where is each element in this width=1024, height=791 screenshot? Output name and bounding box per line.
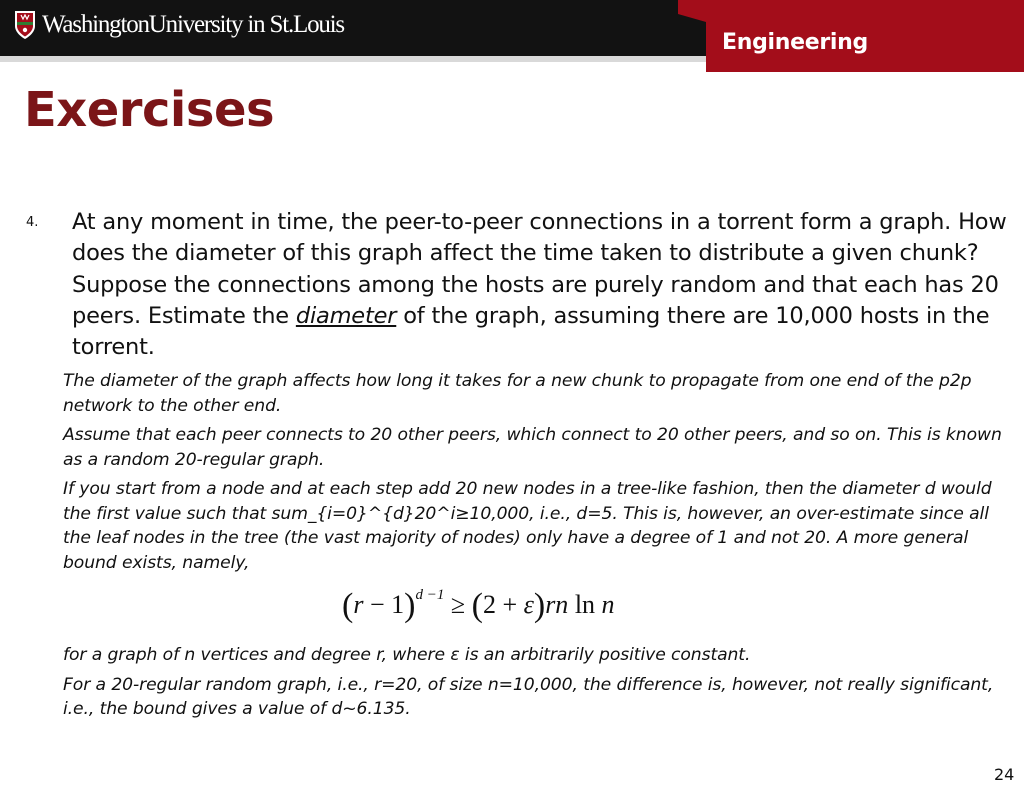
university-logo xyxy=(14,10,344,40)
answer-block xyxy=(63,369,1018,580)
formula-r: r xyxy=(353,590,364,619)
formula-ln: ln xyxy=(568,590,602,619)
bound-formula: $(r - 1)^{d -1} \ge (2 + \varepsilon)rn$ ln n xyxy=(342,587,615,624)
header-gray-rule xyxy=(0,56,706,62)
formula-n: n xyxy=(601,590,615,619)
slide-header xyxy=(0,0,1024,72)
university-name: WashingtonUniversity in St.Louis xyxy=(42,11,344,38)
diameter-emphasis: diameter xyxy=(295,302,397,329)
page-number: 24 xyxy=(994,765,1015,784)
school-name: Engineering xyxy=(722,30,868,55)
answer-paragraph: For a 20-regular random graph, i.e., r=20, of size n=10,000, the difference is, however, not really significant, i.e., the bound gives a value of d~6.135. xyxy=(63,674,994,719)
formula-minus-one: − 1 xyxy=(363,590,405,619)
list-item-number: 4. xyxy=(26,215,39,230)
answer-paragraph: The diameter of the graph affects how long it takes for a new chunk to propagate from one end of the p2p network to the other end. xyxy=(63,371,972,416)
formula-geq: ≥ xyxy=(444,590,472,619)
question-text-end: of the graph, assuming there are 10,000 hosts in the torrent. xyxy=(72,302,990,361)
wu-shield-icon xyxy=(14,10,36,40)
formula-rn: rn xyxy=(545,590,569,619)
slide-title: Exercises xyxy=(24,82,275,138)
answer-paragraph: for a graph of n vertices and degree r, where ε is an arbitrarily positive constant. xyxy=(63,645,751,665)
question-text-start: At any moment in time, the peer-to-peer connections in a torrent form a graph. How does the diameter of this graph affect the time taken to distribute a given chunk? Suppose the connections among the hosts are purely random and that each has 20 peers. Estimate the xyxy=(72,209,1007,329)
formula-two-plus: 2 + xyxy=(482,590,524,619)
formula-epsilon: ε xyxy=(523,590,534,619)
question-text xyxy=(72,207,1018,363)
formula-exponent: d −1 xyxy=(415,587,445,604)
answer-block-continued xyxy=(63,643,1018,727)
answer-paragraph: Assume that each peer connects to 20 other peers, which connect to 20 other peers, and so on. This is known as a random 20-regular graph. xyxy=(63,425,1002,470)
answer-paragraph: If you start from a node and at each step add 20 new nodes in a tree-like fashion, then the diameter d would the first value such that sum_{i=0}^{d}20^i≥10,000, i.e., d=5. This is, however, an over-estimate since all the leaf nodes in the tree (the vast majority of nodes) only have a degree of 1 and not 20. A more general bound exists, namely, xyxy=(63,479,992,573)
